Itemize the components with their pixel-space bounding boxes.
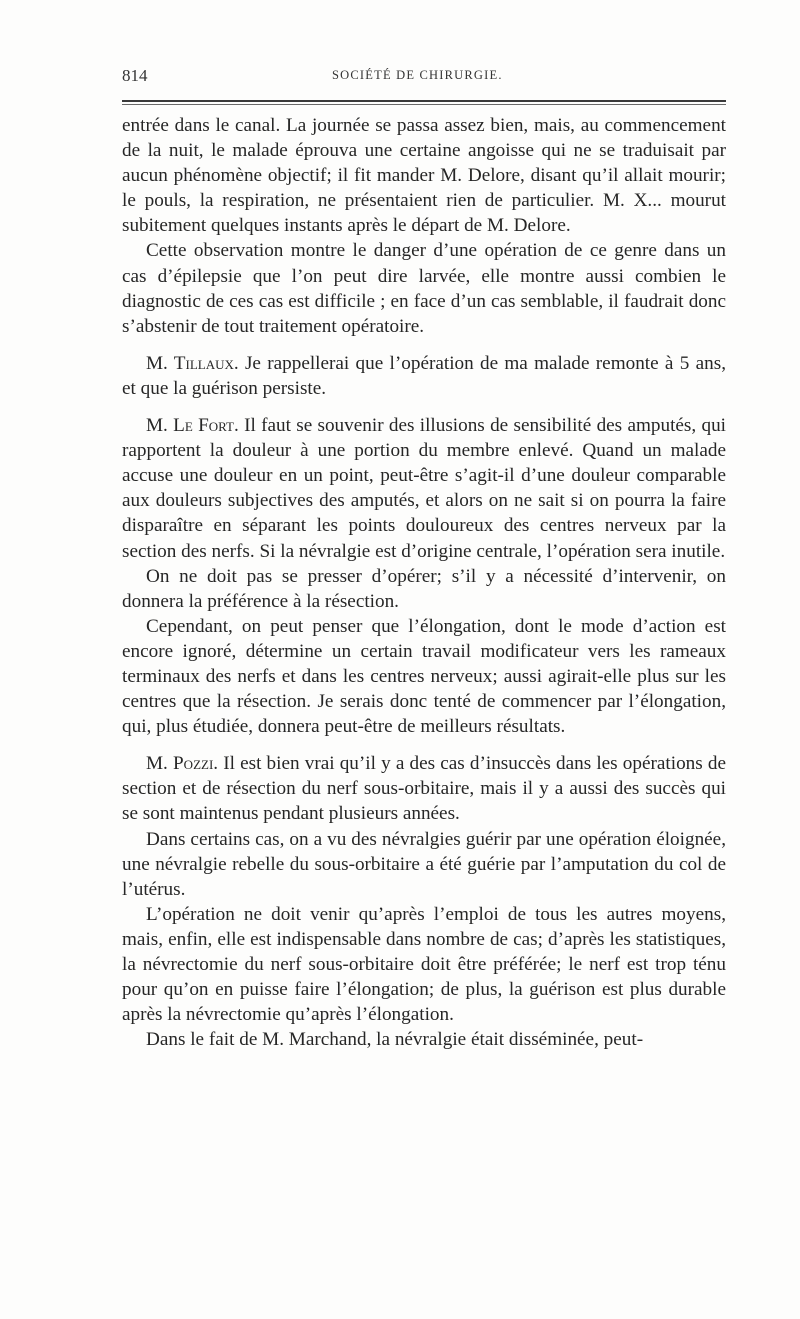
paragraph-text: On ne doit pas se presser d’opérer; s’il y a nécessité d’intervenir, on donnera la préférence à la résection. — [122, 565, 726, 612]
paragraph — [122, 902, 726, 1027]
paragraph — [122, 1027, 726, 1052]
speaker-name: M. Tillaux. — [146, 352, 239, 374]
paragraph-text: Cependant, on peut penser que l’élongation, dont le mode d’action est encore ignoré, détermine un certain travail modificateur vers les rameaux terminaux des nerfs et dans les centres nerveux; aussi agirait-elle plus sur les centres que la résection. Je serais donc tenté de commencer par l’élongation, qui, plus étudiée, donnera peut-être de meilleurs résultats. — [122, 615, 726, 738]
paragraph — [122, 413, 726, 564]
paragraph-text: L’opération ne doit venir qu’après l’emploi de tous les autres moyens, mais, enfin, elle est indispensable dans nombre de cas; d’après les statistiques, la névrectomie du nerf sous-orbitaire doit être préférée; le nerf est trop ténu pour qu’on en puisse faire l’élongation; de plus, la guérison est plus durable après la névrectomie qu’après l’élongation. — [122, 903, 726, 1026]
paragraph — [122, 351, 726, 401]
speaker-name: M. Pozzi. — [146, 753, 219, 775]
body-text — [122, 113, 726, 1052]
paragraph-text: Il faut se souvenir des illusions de sensibilité des amputés, qui rapportent la douleur à une portion du membre enlevé. Quand un malade accuse une douleur en un point, peut-être s’agit-il d’une douleur comparable aux douleurs subjectives des amputés, et alors on ne sait si on pourra la faire disparaître en séparant les points douloureux des centres nerveux par la section des nerfs. Si la névralgie est d’origine centrale, l’opération sera inutile. — [122, 415, 726, 562]
paragraph — [122, 827, 726, 902]
paragraph — [122, 614, 726, 739]
page-number: 814 — [122, 66, 148, 85]
paragraph-text: Dans le fait de M. Marchand, la névralgie était disséminée, peut- — [146, 1029, 644, 1051]
paragraph-text: Je rappellerai que l’opération de ma malade remonte à 5 ans, et que la guérison persiste. — [122, 352, 726, 399]
paragraph — [122, 564, 726, 614]
paragraph-text: Dans certains cas, on a vu des névralgies guérir par une opération éloignée, une névralgie rebelle du sous-orbitaire a été guérie par l’amputation du col de l’utérus. — [122, 828, 726, 900]
header-rule — [122, 100, 726, 102]
header-rule-thin — [122, 104, 726, 105]
running-head — [122, 66, 726, 86]
paragraph-text: Il est bien vrai qu’il y a des cas d’insuccès dans les opérations de section et de résection du nerf sous-orbitaire, mais il y a aussi des succès qui se sont maintenus pendant plusieurs années. — [122, 753, 726, 825]
paragraph — [122, 238, 726, 338]
speaker-name: M. Le Fort. — [146, 415, 239, 437]
journal-title: SOCIÉTÉ DE CHIRURGIE. — [332, 68, 503, 82]
paragraph-text: entrée dans le canal. La journée se passa assez bien, mais, au commencement de la nuit, le malade éprouva une certaine angoisse qui ne se traduisait par aucun phénomène objectif; il fit mander M. Delore, disant qu’il allait mourir; le pouls, la respiration, ne présentaient rien de particulier. M. X... mourut subitement quelques instants après le départ de M. Delore. — [122, 115, 726, 237]
paragraph — [122, 751, 726, 826]
paragraph-text: Cette observation montre le danger d’une opération de ce genre dans un cas d’épilepsie que l’on peut dire larvée, elle montre aussi combien le diagnostic de ces cas est difficile ; en face d’un cas semblable, il faudrait donc s’abstenir de tout traitement opératoire. — [122, 240, 726, 337]
paragraph — [122, 113, 726, 238]
